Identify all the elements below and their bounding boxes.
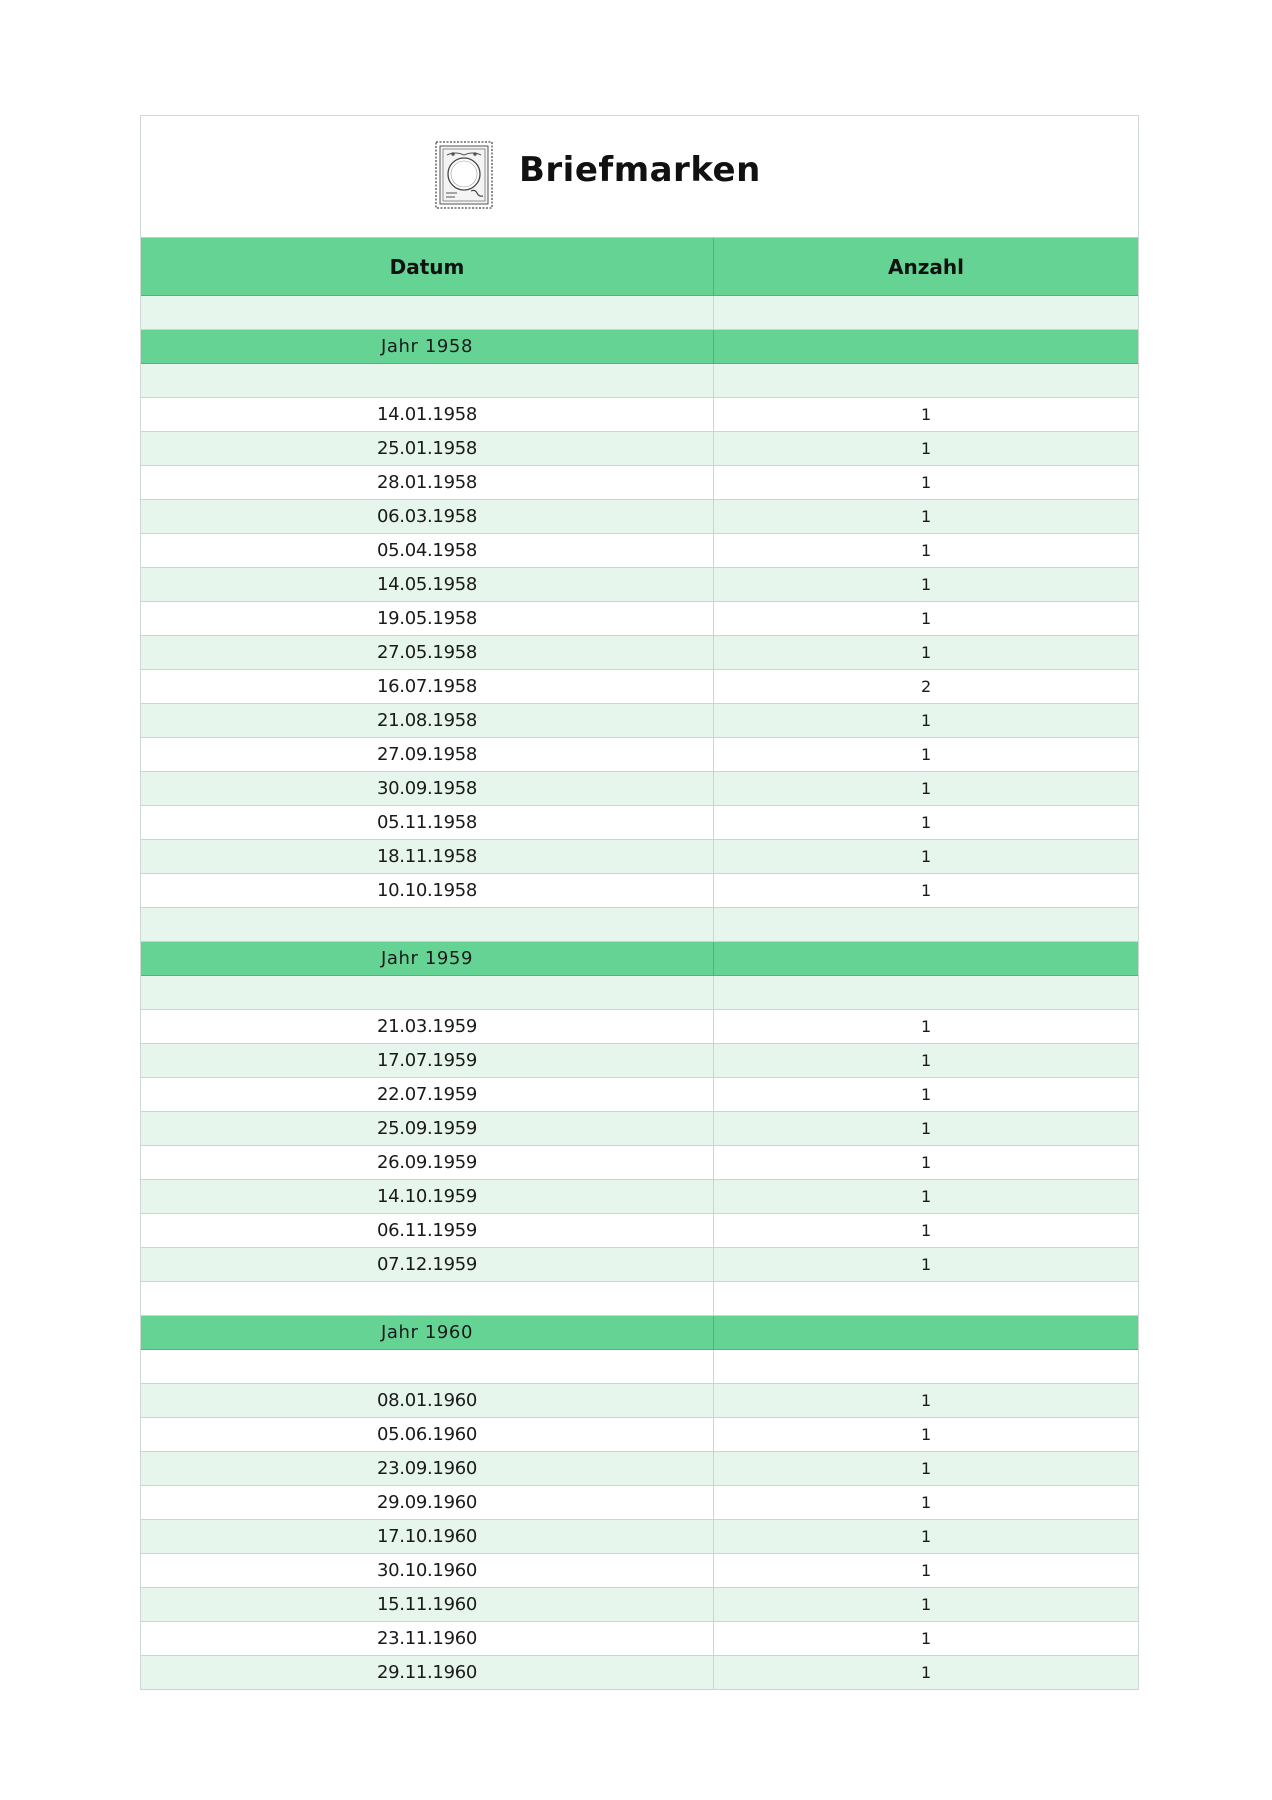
count-cell[interactable]: 1 (921, 609, 931, 628)
date-cell[interactable]: 17.10.1960 (141, 1520, 714, 1553)
table-row (141, 772, 1138, 806)
date-cell[interactable]: 15.11.1960 (141, 1588, 714, 1621)
table-row (141, 636, 1138, 670)
date-cell[interactable]: 19.05.1958 (141, 602, 714, 635)
table-row (141, 1486, 1138, 1520)
table-row (141, 500, 1138, 534)
table-header-row (141, 238, 1138, 296)
date-cell[interactable]: 29.09.1960 (141, 1486, 714, 1519)
count-cell[interactable]: 1 (921, 575, 931, 594)
count-cell[interactable]: 1 (921, 1561, 931, 1580)
date-cell[interactable]: 10.10.1958 (141, 874, 714, 907)
date-cell[interactable] (141, 1282, 714, 1315)
count-cell[interactable]: 1 (921, 1051, 931, 1070)
date-cell[interactable]: 17.07.1959 (141, 1044, 714, 1077)
spreadsheet-page (140, 115, 1139, 1690)
count-cell[interactable]: 1 (921, 1085, 931, 1104)
count-cell[interactable]: 1 (921, 1119, 931, 1138)
column-header-date[interactable]: Datum (141, 238, 714, 295)
count-cell[interactable]: 1 (921, 541, 931, 560)
table-row (141, 840, 1138, 874)
table-row (141, 568, 1138, 602)
date-cell[interactable]: 08.01.1960 (141, 1384, 714, 1417)
date-cell[interactable]: 25.09.1959 (141, 1112, 714, 1145)
table-row (141, 398, 1138, 432)
count-cell[interactable]: 1 (921, 1153, 931, 1172)
table-row (141, 1554, 1138, 1588)
table-row (141, 1656, 1138, 1690)
count-cell[interactable] (714, 1350, 1138, 1383)
count-cell[interactable] (714, 330, 1138, 363)
table-row (141, 874, 1138, 908)
date-cell[interactable]: 06.03.1958 (141, 500, 714, 533)
date-cell[interactable]: 05.04.1958 (141, 534, 714, 567)
spacer-row (141, 296, 1138, 330)
count-cell[interactable]: 1 (921, 1629, 931, 1648)
date-cell[interactable] (141, 364, 714, 397)
table-row (141, 1384, 1138, 1418)
date-cell[interactable]: 14.01.1958 (141, 398, 714, 431)
date-cell[interactable] (141, 976, 714, 1009)
table-row (141, 534, 1138, 568)
date-cell[interactable]: 18.11.1958 (141, 840, 714, 873)
count-cell[interactable]: 1 (921, 813, 931, 832)
date-cell[interactable] (141, 1350, 714, 1383)
title-area (141, 116, 1138, 238)
table-row (141, 1520, 1138, 1554)
date-cell[interactable]: 22.07.1959 (141, 1078, 714, 1111)
count-cell[interactable]: 1 (921, 847, 931, 866)
count-cell[interactable]: 1 (921, 779, 931, 798)
date-cell[interactable]: 21.03.1959 (141, 1010, 714, 1043)
date-cell[interactable]: 30.10.1960 (141, 1554, 714, 1587)
count-cell[interactable]: 1 (921, 405, 931, 424)
date-cell[interactable]: 23.09.1960 (141, 1452, 714, 1485)
count-cell[interactable] (714, 908, 1138, 941)
year-label[interactable]: Jahr 1959 (141, 942, 714, 975)
count-cell[interactable]: 1 (921, 643, 931, 662)
year-label[interactable]: Jahr 1960 (141, 1316, 714, 1349)
table-row (141, 1418, 1138, 1452)
year-group-row (141, 942, 1138, 976)
date-cell[interactable]: 23.11.1960 (141, 1622, 714, 1655)
table-row (141, 1622, 1138, 1656)
date-cell[interactable]: 27.05.1958 (141, 636, 714, 669)
count-cell[interactable]: 1 (921, 1663, 931, 1682)
table-row (141, 1044, 1138, 1078)
year-label[interactable]: Jahr 1958 (141, 330, 714, 363)
table-row (141, 1248, 1138, 1282)
table-row (141, 602, 1138, 636)
date-cell[interactable]: 30.09.1958 (141, 772, 714, 805)
date-cell[interactable]: 16.07.1958 (141, 670, 714, 703)
date-cell[interactable]: 07.12.1959 (141, 1248, 714, 1281)
count-cell[interactable]: 2 (921, 677, 931, 696)
count-cell[interactable]: 1 (921, 1221, 931, 1240)
count-cell[interactable]: 1 (921, 1255, 931, 1274)
date-cell[interactable]: 25.01.1958 (141, 432, 714, 465)
count-cell[interactable]: 1 (921, 1527, 931, 1546)
date-cell[interactable]: 05.06.1960 (141, 1418, 714, 1451)
date-cell[interactable]: 21.08.1958 (141, 704, 714, 737)
spacer-row (141, 1350, 1138, 1384)
date-cell[interactable]: 29.11.1960 (141, 1656, 714, 1689)
count-cell[interactable]: 1 (921, 507, 931, 526)
table-row (141, 432, 1138, 466)
date-cell[interactable]: 06.11.1959 (141, 1214, 714, 1247)
table-row (141, 466, 1138, 500)
table-row (141, 1452, 1138, 1486)
spacer-row (141, 364, 1138, 398)
count-cell[interactable]: 1 (921, 1595, 931, 1614)
table-row (141, 1010, 1138, 1044)
spacer-row (141, 908, 1138, 942)
table-row (141, 1180, 1138, 1214)
date-cell[interactable]: 14.10.1959 (141, 1180, 714, 1213)
count-cell[interactable]: 1 (921, 1493, 931, 1512)
date-cell[interactable]: 05.11.1958 (141, 806, 714, 839)
table-row (141, 738, 1138, 772)
table-body (141, 296, 1138, 1690)
count-cell[interactable]: 1 (921, 881, 931, 900)
count-cell[interactable]: 1 (921, 1017, 931, 1036)
table-row (141, 704, 1138, 738)
table-row (141, 1146, 1138, 1180)
count-cell[interactable] (714, 1282, 1138, 1315)
year-group-row (141, 1316, 1138, 1350)
count-cell[interactable]: 1 (921, 473, 931, 492)
count-cell[interactable] (714, 976, 1138, 1009)
count-cell[interactable]: 1 (921, 1187, 931, 1206)
page-title: Briefmarken (519, 150, 761, 190)
table-row (141, 1112, 1138, 1146)
count-cell[interactable]: 1 (921, 439, 931, 458)
date-cell[interactable]: 14.05.1958 (141, 568, 714, 601)
date-cell[interactable]: 26.09.1959 (141, 1146, 714, 1179)
count-cell[interactable] (714, 1316, 1138, 1349)
date-cell[interactable]: 27.09.1958 (141, 738, 714, 771)
count-cell[interactable] (714, 296, 1138, 329)
date-cell[interactable]: 28.01.1958 (141, 466, 714, 499)
spacer-row (141, 976, 1138, 1010)
column-header-count[interactable]: Anzahl (888, 254, 964, 279)
date-cell[interactable] (141, 296, 714, 329)
count-cell[interactable]: 1 (921, 745, 931, 764)
table-row (141, 806, 1138, 840)
year-group-row (141, 330, 1138, 364)
table-row (141, 670, 1138, 704)
postage-stamp-icon (435, 141, 493, 209)
count-cell[interactable]: 1 (921, 1459, 931, 1478)
table-row (141, 1214, 1138, 1248)
table-row (141, 1078, 1138, 1112)
count-cell[interactable] (714, 364, 1138, 397)
count-cell[interactable]: 1 (921, 711, 931, 730)
count-cell[interactable] (714, 942, 1138, 975)
date-cell[interactable] (141, 908, 714, 941)
table-row (141, 1588, 1138, 1622)
count-cell[interactable]: 1 (921, 1391, 931, 1410)
spacer-row (141, 1282, 1138, 1316)
count-cell[interactable]: 1 (921, 1425, 931, 1444)
